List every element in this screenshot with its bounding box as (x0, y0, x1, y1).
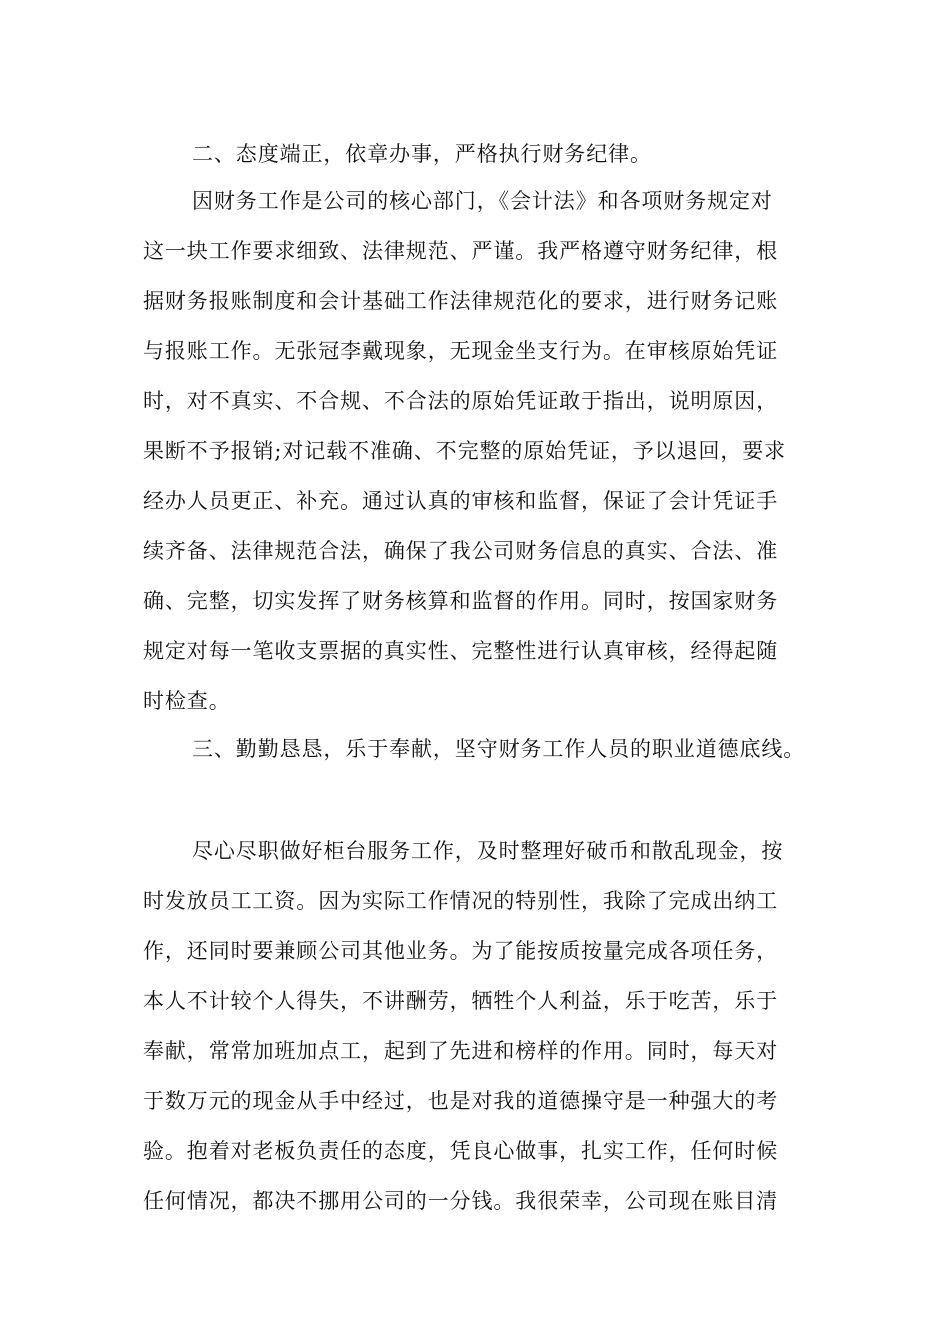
section-heading-3: 三、勤勤恳恳，乐于奉献，坚守财务工作人员的职业道德底线。 (192, 737, 806, 761)
paragraph-1-line: 时检查。 (143, 689, 231, 713)
paragraph-2-line: 作，还同时要兼顾公司其他业务。为了能按质按量完成各项任务， (143, 939, 779, 963)
paragraph-2-line: 于数万元的现金从手中经过，也是对我的道德操守是一种强大的考 (143, 1089, 779, 1113)
paragraph-1-line: 这一块工作要求细致、法律规范、严谨。我严格遵守财务纪律，根 (143, 239, 779, 263)
paragraph-1-line: 与报账工作。无张冠李戴现象，无现金坐支行为。在审核原始凭证 (143, 339, 779, 363)
paragraph-1-line: 经办人员更正、补充。通过认真的审核和监督，保证了会计凭证手 (143, 489, 779, 513)
paragraph-1-line: 时，对不真实、不合规、不合法的原始凭证敢于指出，说明原因， (143, 389, 779, 413)
paragraph-1-line: 续齐备、法律规范合法，确保了我公司财务信息的真实、合法、准 (143, 539, 779, 563)
paragraph-1-line: 据财务报账制度和会计基础工作法律规范化的要求，进行财务记账 (143, 289, 779, 313)
paragraph-1-line: 确、完整，切实发挥了财务核算和监督的作用。同时，按国家财务 (143, 589, 779, 613)
paragraph-2-line: 任何情况，都决不挪用公司的一分钱。我很荣幸，公司现在账目清 (143, 1189, 779, 1213)
paragraph-1-line: 因财务工作是公司的核心部门，《会计法》和各项财务规定对 (192, 189, 773, 213)
paragraph-1-line: 规定对每一笔收支票据的真实性、完整性进行认真审核，经得起随 (143, 639, 779, 663)
paragraph-2-line: 验。抱着对老板负责任的态度，凭良心做事，扎实工作，任何时候 (143, 1139, 779, 1163)
paragraph-1-line: 果断不予报销;对记载不准确、不完整的原始凭证，予以退回，要求 (143, 439, 787, 463)
paragraph-2-line: 尽心尽职做好柜台服务工作，及时整理好破币和散乱现金，按 (192, 839, 784, 863)
section-heading-2: 二、态度端正，依章办事，严格执行财务纪律。 (192, 142, 652, 166)
paragraph-2-line: 奉献，常常加班加点工，起到了先进和榜样的作用。同时，每天对 (143, 1039, 779, 1063)
paragraph-2-line: 本人不计较个人得失，不讲酬劳，牺牲个人利益，乐于吃苦，乐于 (143, 989, 779, 1013)
paragraph-2-line: 时发放员工工资。因为实际工作情况的特别性，我除了完成出纳工 (143, 889, 779, 913)
